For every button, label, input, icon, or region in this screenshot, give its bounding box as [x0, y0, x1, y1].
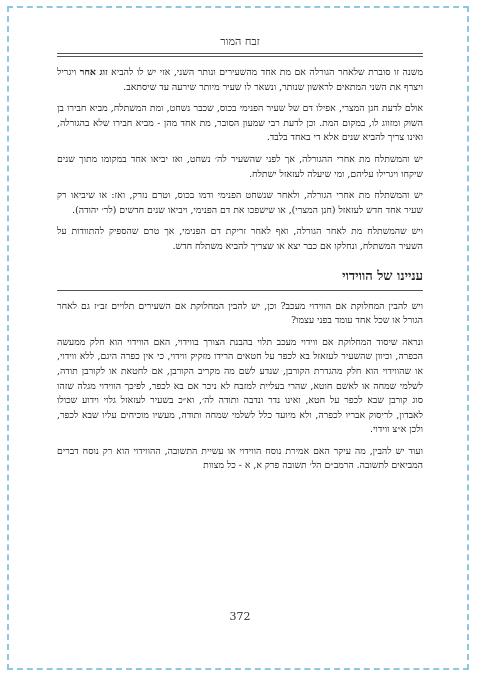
paragraph: ונראה שיסוד המחלוקת אם ווידוי מעכב תלוי בהבנת הצורך בווידוי, האם הווידוי הוא חלק ממעשה הכפרה, וכיוון שהשעיר לעזאזל בא לכפר על חטאים הרידו מזקיק ווידוי, כי אין כפרה היגם, ללא ווידוי, או שהווידוי הוא חלק מהגדרת הקורבן, שנדע לשם מה מקריב הקורבן, אם לחטאת או לקורבן תודה, לשלמי שמחה או לאשם חוטא, שהרי בעליית למזבח לא ניכר אם בא לכפר, לפיכך הווידוי מגלה שזהו סוג קורבן שבא לכפר על חטא, ואינו נדר ונדבה ותודה לה׳, וא״כ בשעיר לעזאזל גלוי וידוע שכולו לאבדון, לריסוק אבריו לכפרה, ולא מיועד כלל לשלמי שמחה ותודה, מעשיו מוכיחים עליו שבא לכפר, ולכן א״צ ווידוי.	[57, 336, 423, 436]
page-number: 372	[229, 610, 251, 623]
paragraph: ויש שהמשתלח מת לאחר הגורלה, ואף לאחר זריקת דם הפנימי, אך טרם שהספיק להתוודות על השעיר המשתלח, ונחלקו אם כבר יצא או שצריך להביא משתלח חדש.	[57, 226, 423, 252]
paragraph	[57, 66, 423, 95]
bold-phrase: זוג אחר	[79, 67, 108, 78]
paragraph: ויש להבין המחלוקת אם הווידוי מעכב? וכן, יש להבין המחלוקת אם השעירים תלויים זב״ז גם לאחר הגורל או שכל אחד עומד בפני עצמו?	[57, 300, 423, 327]
paragraph-text: ויגריל ויצרף את השני המתאים לראשון שנותר, ונשאר לו שעיר מיותר שירעה עד שיסתאב.	[57, 67, 423, 93]
header-rule-top	[57, 53, 423, 54]
paragraph: אולם לדעת חגן המצרי, אפילו דם של שעיר הפנימי בכוס, שכבר נשחט, ומת המשתלח, מביא חבירו בן השוק ומזווג לו, במקום המת. וכן לדעת רבי שמעון הסובר, מת אחד מהן - מביא חבירו שלא בהגורלה, ואינו צריך להביא שנים אלא די באחד בלבד.	[57, 103, 423, 144]
paragraph: יש והמשתלח מת אחרי ההגורלה, אך לפני שהשעיר לה׳ נשחט, ואז יביאו אחד במקומו מתוך שנים שיקחו ויגרילו עליהם, ומי שיעלה לעזאזל ישתלח.	[57, 153, 423, 180]
running-header: זבח המור	[220, 35, 260, 48]
section-heading: עניינו של הווידוי	[342, 268, 423, 284]
page-body	[57, 66, 423, 481]
paragraph: יש והמשתלח מת אחרי הגורלה, ולאחר שנשחט הפנימי ודמו בכוס, וטרם נזרק, ואז: או שיביאו רק שעיר אחד חדש לעזאזל (חנן המצרי), או שישפכו את דם הפנימי, ויביאו שנים חדשים (לר׳ יהודה).	[57, 190, 423, 216]
header-rule-bottom	[57, 56, 423, 57]
section-heading-rule	[57, 290, 423, 291]
paragraph: ועוד יש להבין, מה עיקר האם אמירת נוסח הווידוי או עשיית התשובה, ההווידוי הוא רק נוסח דברים המביאים לתשובה. הרמב״ם הל׳ תשובה פרק א, א - כל מצוות	[57, 445, 423, 472]
paragraph-text: משנה זו סוברת שלאחר הגורלה אם מת אחד מהשעירים ונותר השני, אזי יש לו להביא	[107, 67, 423, 78]
